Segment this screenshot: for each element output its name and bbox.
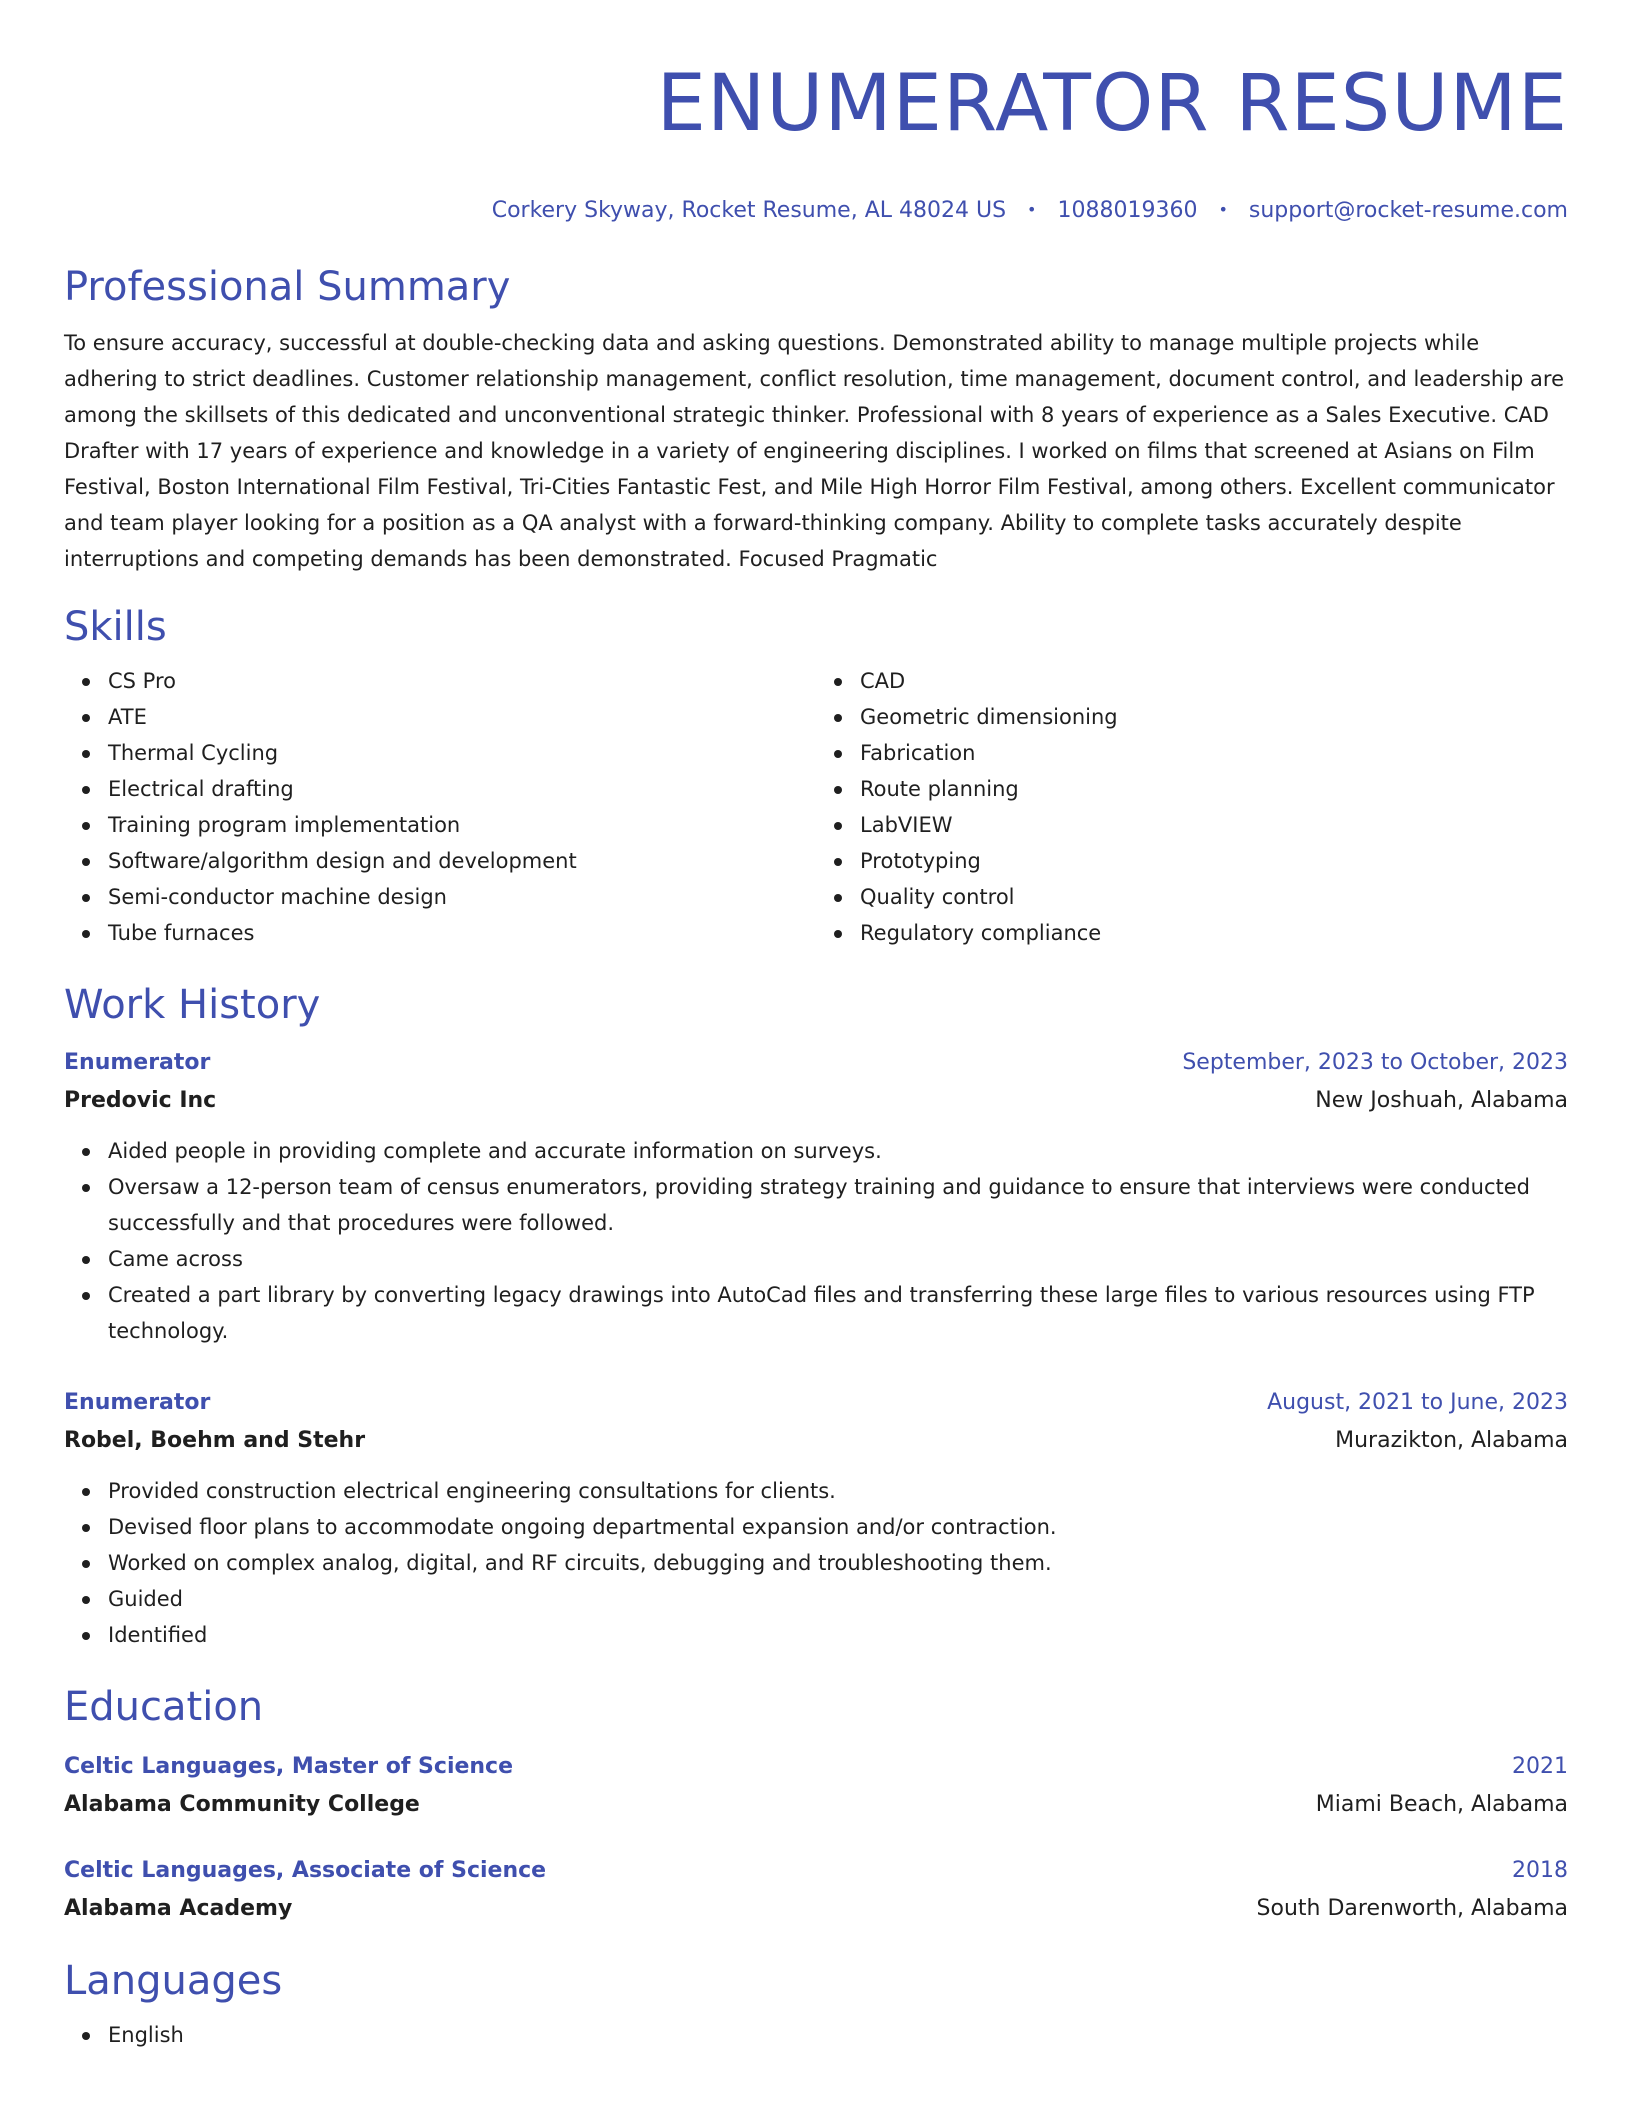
work-history-section [64, 979, 1568, 1653]
job-bullets [64, 1473, 1568, 1653]
skills-list-right [816, 663, 1568, 951]
degree-row [64, 1853, 1568, 1889]
contact-separator: • [1027, 200, 1037, 219]
skill-item: Thermal Cycling [108, 735, 816, 771]
school-location: Miami Beach, Alabama [1315, 1792, 1568, 1817]
job-company: Predovic Inc [64, 1088, 217, 1113]
resume-title: ENUMERATOR RESUME [656, 59, 1568, 149]
job-bullet: Worked on complex analog, digital, and RF circuits, debugging and troubleshooting them. [108, 1545, 1568, 1581]
contact-email[interactable]: support@rocket-resume.com [1248, 198, 1568, 223]
job-bullet: Aided people in providing complete and accurate information on surveys. [108, 1133, 1568, 1169]
skill-item: CAD [860, 663, 1568, 699]
skill-item: Geometric dimensioning [860, 699, 1568, 735]
degree-title: Celtic Languages, Master of Science [64, 1754, 514, 1779]
languages-heading: Languages [64, 1958, 283, 2004]
skill-item: Semi-conductor machine design [108, 879, 816, 915]
job-bullets [64, 1133, 1568, 1349]
languages-list [64, 2017, 1568, 2053]
contact-line [64, 196, 1568, 227]
degree-year: 2018 [1512, 1858, 1568, 1883]
resume-header [64, 56, 1568, 227]
job-entry [64, 1045, 1568, 1349]
skill-item: Route planning [860, 771, 1568, 807]
skill-item: Training program implementation [108, 807, 816, 843]
skills-section [64, 601, 1568, 951]
school-row [64, 1889, 1568, 1929]
job-dates: August, 2021 to June, 2023 [1267, 1390, 1568, 1415]
languages-section [64, 1955, 1568, 2053]
skills-grid [64, 663, 1568, 951]
job-title-row [64, 1045, 1568, 1081]
skills-heading: Skills [64, 604, 167, 650]
school-name: Alabama Community College [64, 1792, 420, 1817]
job-bullet: Devised floor plans to accommodate ongoing departmental expansion and/or contraction. [108, 1509, 1568, 1545]
summary-text: To ensure accuracy, successful at double-checking data and asking questions. Demonstrated ability to manage multiple projects while adhering to strict deadlines. Customer relationship management, conflict resolution, time management, document control, and leadership are among the skillsets of this dedicated and unconventional strategic thinker. Professional with 8 years of experience as a Sales Executive. CAD Drafter with 17 years of experience and knowledge in a variety of engineering disciplines. I worked on films that screened at Asians on Film Festival, Boston International Film Festival, Tri-Cities Fantastic Fest, and Mile High Horror Film Festival, among others. Excellent communicator and team player looking for a position as a QA analyst with a forward-thinking company. Ability to complete tasks accurately despite interruptions and competing demands has been demonstrated. Focused Pragmatic [64, 331, 1565, 571]
job-location: Murazikton, Alabama [1335, 1428, 1568, 1453]
skill-item: LabVIEW [860, 807, 1568, 843]
skill-item: Software/algorithm design and development [108, 843, 816, 879]
degree-year: 2021 [1512, 1754, 1568, 1779]
job-bullet: Came across [108, 1241, 1568, 1277]
job-company: Robel, Boehm and Stehr [64, 1428, 366, 1453]
job-bullet: Provided construction electrical engineering consultations for clients. [108, 1473, 1568, 1509]
language-item: English [108, 2017, 1568, 2053]
job-location: New Joshuah, Alabama [1315, 1088, 1568, 1113]
degree-row [64, 1749, 1568, 1785]
contact-phone: 1088019360 [1057, 198, 1198, 223]
job-bullet: Identified [108, 1617, 1568, 1653]
skills-list-left [64, 663, 816, 951]
job-bullet: Guided [108, 1581, 1568, 1617]
school-row [64, 1785, 1568, 1825]
summary-section [64, 261, 1568, 577]
skill-item: ATE [108, 699, 816, 735]
education-heading: Education [64, 1684, 264, 1730]
summary-heading: Professional Summary [64, 264, 511, 310]
job-company-row [64, 1421, 1568, 1461]
degree-title: Celtic Languages, Associate of Science [64, 1858, 547, 1883]
job-entry [64, 1385, 1568, 1653]
skill-item: CS Pro [108, 663, 816, 699]
job-title: Enumerator [64, 1390, 211, 1415]
education-section [64, 1681, 1568, 1929]
skill-item: Electrical drafting [108, 771, 816, 807]
contact-separator: • [1218, 200, 1228, 219]
school-name: Alabama Academy [64, 1896, 293, 1921]
job-bullet: Oversaw a 12-person team of census enumerators, providing strategy training and guidance to ensure that interviews were conducted successfully and that procedures were followed. [108, 1169, 1568, 1241]
job-dates: September, 2023 to October, 2023 [1182, 1050, 1568, 1075]
job-title-row [64, 1385, 1568, 1421]
skill-item: Prototyping [860, 843, 1568, 879]
job-bullet: Created a part library by converting legacy drawings into AutoCad files and transferring these large files to various resources using FTP technology. [108, 1277, 1568, 1349]
skill-item: Tube furnaces [108, 915, 816, 951]
job-company-row [64, 1081, 1568, 1121]
skill-item: Fabrication [860, 735, 1568, 771]
skill-item: Regulatory compliance [860, 915, 1568, 951]
job-title: Enumerator [64, 1050, 211, 1075]
work-history-heading: Work History [64, 982, 321, 1028]
skill-item: Quality control [860, 879, 1568, 915]
education-entry [64, 1749, 1568, 1825]
contact-address: Corkery Skyway, Rocket Resume, AL 48024 US [491, 198, 1007, 223]
school-location: South Darenworth, Alabama [1256, 1896, 1568, 1921]
education-entry [64, 1853, 1568, 1929]
